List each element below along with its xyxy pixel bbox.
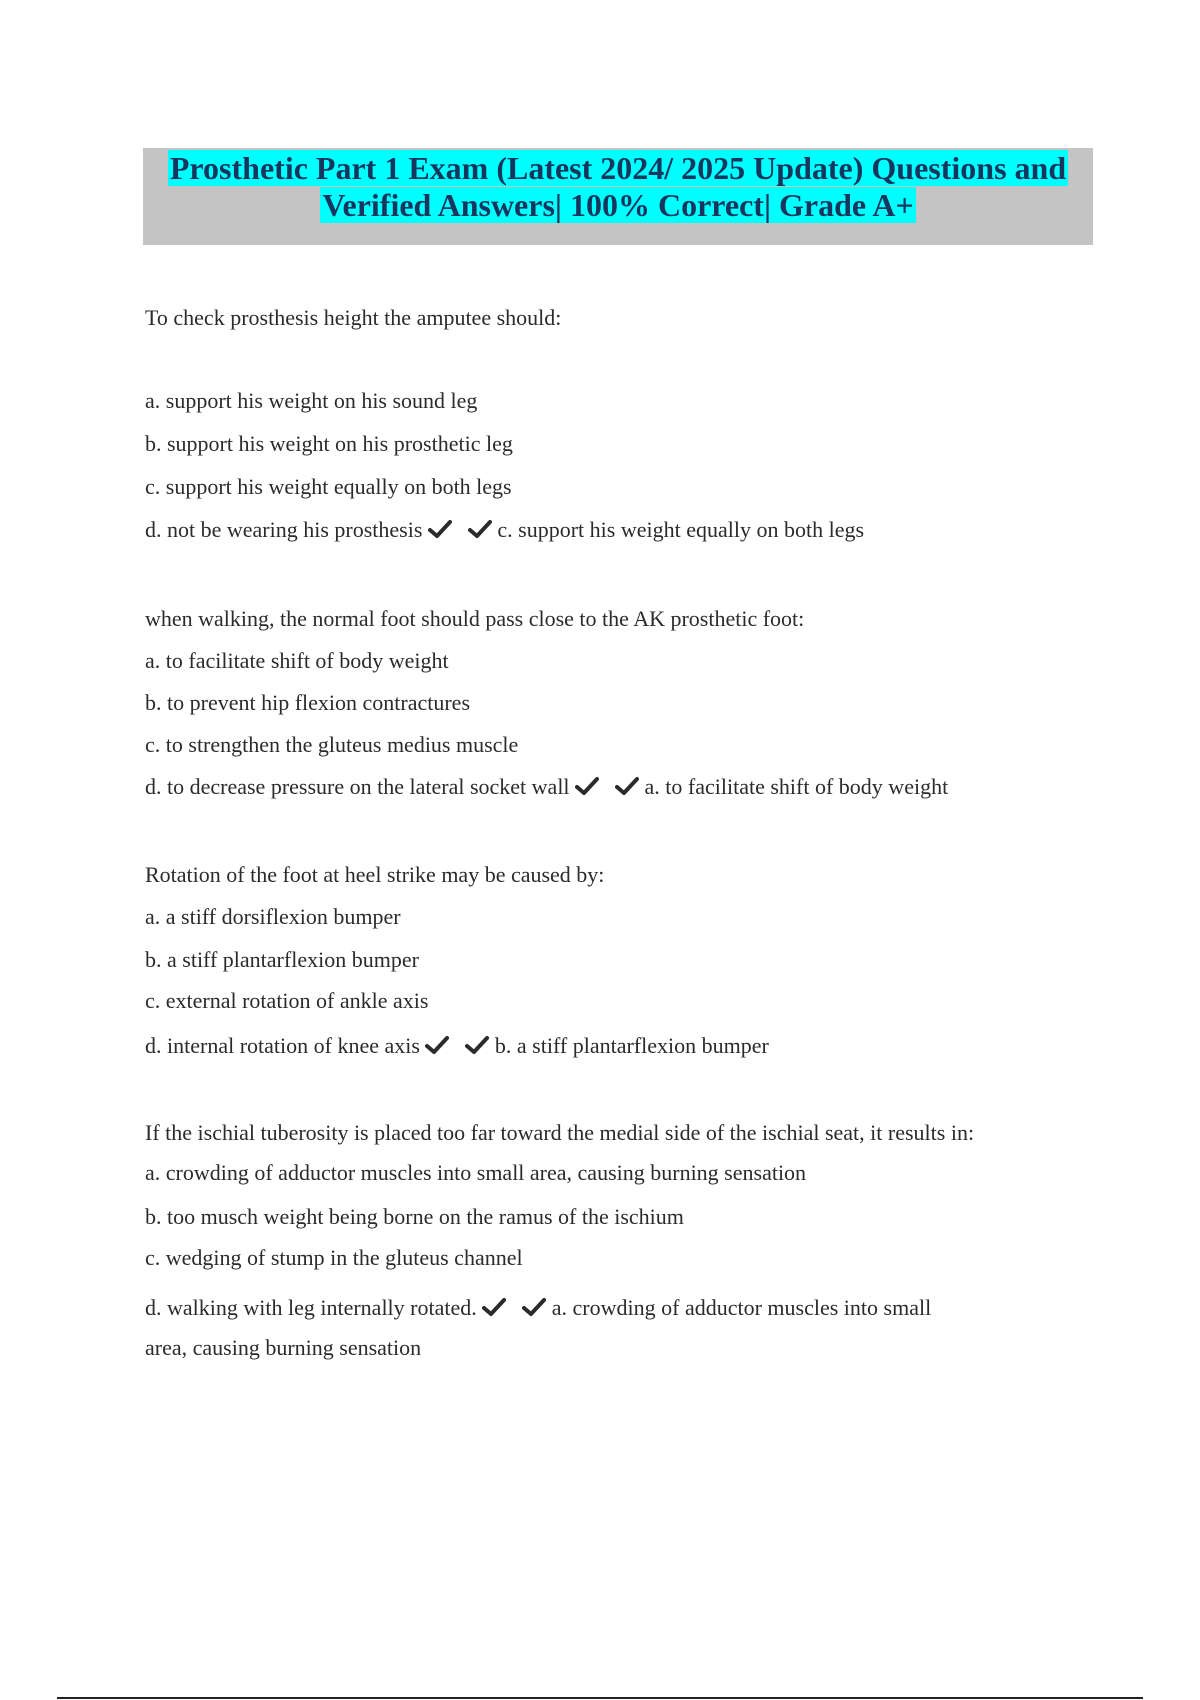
question-4-option-d-row [145, 1295, 931, 1321]
question-1-prompt: To check prosthesis height the amputee should: [145, 305, 562, 330]
checkmark-icon [482, 1297, 506, 1317]
checkmark-icon [425, 1035, 449, 1055]
question-1-option-d: d. not be wearing his prosthesis [145, 517, 423, 542]
question-3-option-b: b. a stiff plantarflexion bumper [145, 947, 419, 972]
document-title [143, 150, 1093, 224]
checkmark-icon [465, 1035, 489, 1055]
question-2-option-c: c. to strengthen the gluteus medius muscle [145, 732, 519, 757]
question-4-prompt: If the ischial tuberosity is placed too far toward the medial side of the ischial seat, it results in: [145, 1120, 975, 1145]
question-1-option-a: a. support his weight on his sound leg [145, 388, 478, 413]
question-3-option-d: d. internal rotation of knee axis [145, 1033, 420, 1058]
checkmark-icon [522, 1297, 546, 1317]
question-3-answer: b. a stiff plantarflexion bumper [494, 1033, 769, 1058]
question-4-option-a: a. crowding of adductor muscles into small area, causing burning sensation [145, 1160, 807, 1185]
title-banner [143, 148, 1093, 245]
question-3-option-d-row [145, 1033, 769, 1059]
question-3-prompt: Rotation of the foot at heel strike may be caused by: [145, 862, 605, 887]
checkmark-icon [575, 776, 599, 796]
title-line-2: Verified Answers| 100% Correct| Grade A+ [322, 187, 914, 223]
question-2-prompt: when walking, the normal foot should pass close to the AK prosthetic foot: [145, 606, 805, 631]
question-4-option-d: d. walking with leg internally rotated. [145, 1295, 477, 1320]
checkmark-icon [468, 519, 492, 539]
question-4-answer-line-1: a. crowding of adductor muscles into small [551, 1295, 932, 1320]
question-4-option-b: b. too musch weight being borne on the ramus of the ischium [145, 1204, 684, 1229]
question-4-option-c: c. wedging of stump in the gluteus channel [145, 1245, 523, 1270]
question-2-option-d-row [145, 774, 948, 800]
question-3-option-a: a. a stiff dorsiflexion bumper [145, 904, 401, 929]
question-4-answer-line-2: area, causing burning sensation [145, 1335, 422, 1360]
question-1-option-d-row [145, 517, 864, 543]
question-2-option-d: d. to decrease pressure on the lateral socket wall [145, 774, 570, 799]
checkmark-icon [615, 776, 639, 796]
title-line-1: Prosthetic Part 1 Exam (Latest 2024/ 2025 Update) Questions and [169, 150, 1067, 186]
checkmark-icon [428, 519, 452, 539]
question-1-option-b: b. support his weight on his prosthetic leg [145, 431, 513, 456]
question-1-answer: c. support his weight equally on both legs [497, 517, 865, 542]
question-1-option-c: c. support his weight equally on both legs [145, 474, 512, 499]
question-2-option-b: b. to prevent hip flexion contractures [145, 690, 471, 715]
question-3-option-c: c. external rotation of ankle axis [145, 988, 429, 1013]
question-2-answer: a. to facilitate shift of body weight [644, 774, 949, 799]
footer-divider [57, 1697, 1143, 1699]
question-2-option-a: a. to facilitate shift of body weight [145, 648, 449, 673]
